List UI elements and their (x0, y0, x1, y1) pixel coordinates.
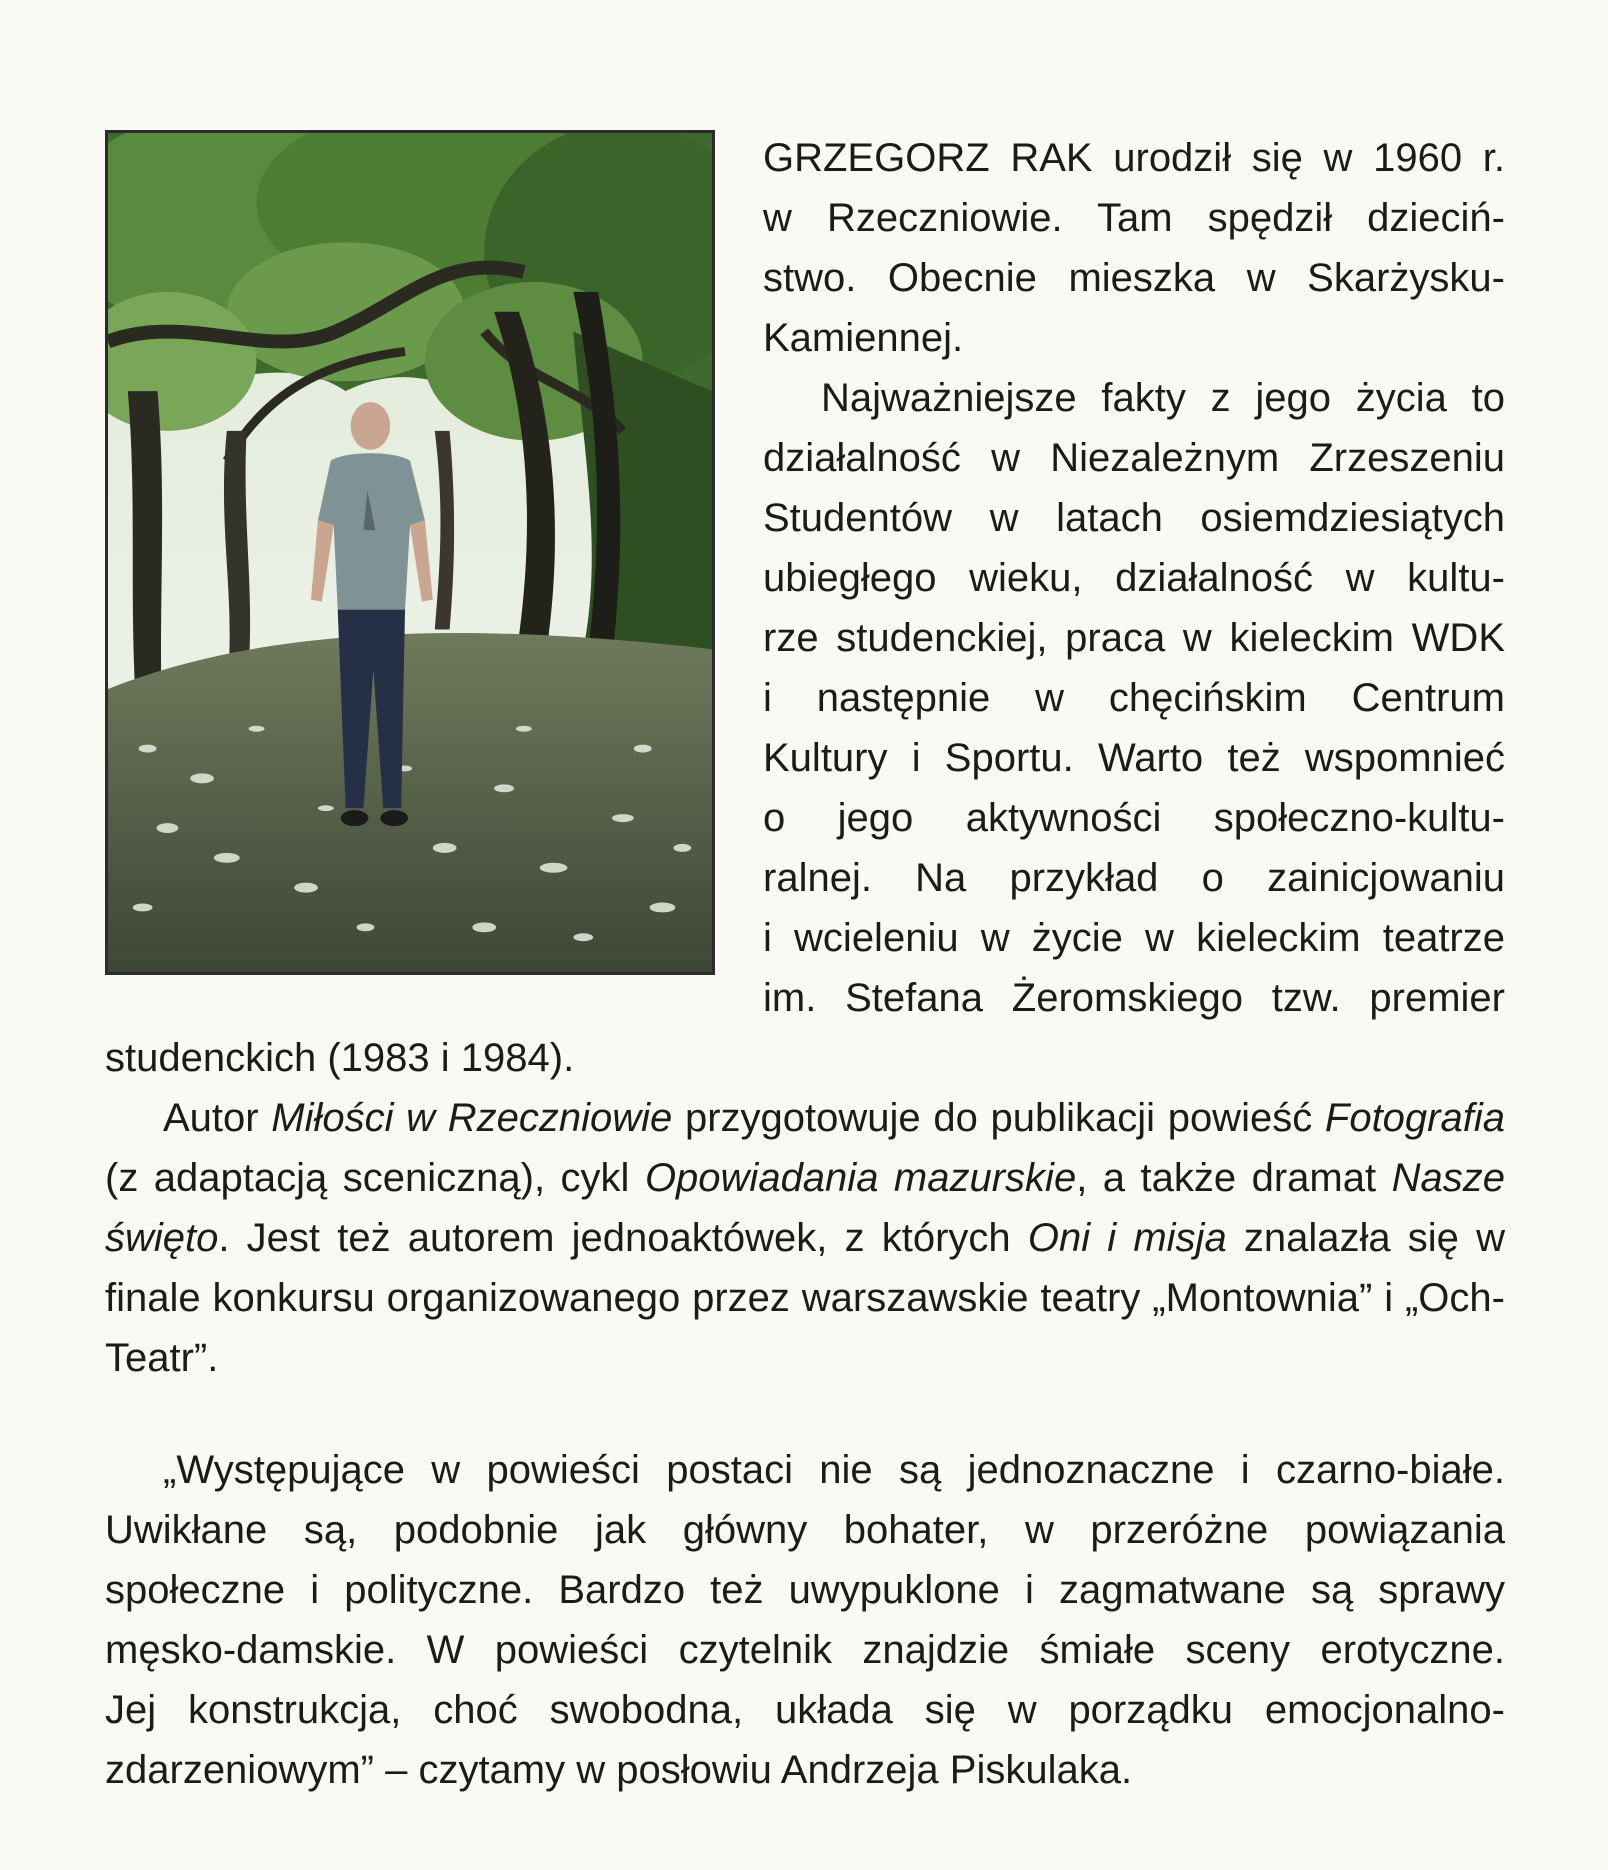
quote-line: męsko-damskie. W powieści czytelnik znajdzie śmiałe sceny erotyczne. (105, 1628, 1505, 1672)
bio-line: Kamiennej. (763, 316, 964, 360)
quote-line: Jej konstrukcja, choć swobodna, układa się w porządku emocjonalno- (105, 1688, 1505, 1732)
bio-line: i następnie w chęcińskim Centrum (763, 676, 1505, 720)
quote-line: „Występujące w powieści postaci nie są jednoznaczne i czarno-białe. (163, 1448, 1505, 1492)
bio-line: ubiegłego wieku, działalność w kultu- (763, 556, 1505, 600)
bio-line: Studentów w latach osiemdziesiątych (763, 496, 1505, 540)
book-title: Miłości w Rzeczniowie (271, 1096, 673, 1140)
book-title: Oni i misja (1027, 1216, 1227, 1260)
bio-line: GRZEGORZ RAK urodził się w 1960 r. (763, 136, 1505, 180)
bio-paragraph-2 (763, 368, 1505, 1028)
bio-line: działalność w Niezależnym Zrzeszeniu (763, 436, 1505, 480)
book-title: Fotografia (1324, 1096, 1505, 1140)
bio-full-width-text (105, 1028, 1505, 1388)
bio-line: o jego aktywności społeczno-kultu- (763, 796, 1505, 840)
bio-line: im. Stefana Żeromskiego tzw. premier (763, 976, 1505, 1020)
quote-paragraph (105, 1440, 1505, 1800)
book-title: Opowiadania mazurskie (644, 1156, 1077, 1200)
bio-column-text (763, 128, 1505, 1028)
bio-line: stwo. Obecnie mieszka w Skarżysku- (763, 256, 1505, 300)
book-title: Nasze święto (105, 1156, 1505, 1260)
bio-paragraph-3: Autor Miłości w Rzeczniowie przygotowuje do publikacji powieść Fotografia (z adaptacją sceniczną), cykl Opowiadania mazurskie, a także dramat Nasze święto. Jest też autorem jednoaktówek, z których Oni i misja znalazła się w finale konkursu organizowanego przez warszawskie teatry „Montownia” i „Och-Teatr”. (105, 1096, 1505, 1380)
bio-line: Kultury i Sportu. Warto też wspomnieć (763, 736, 1505, 780)
bio-line: rze studenckiej, praca w kieleckim WDK (763, 616, 1505, 660)
quote-line: zdarzeniowym” – czytamy w posłowiu Andrzeja Piskulaka. (105, 1748, 1133, 1792)
quote-line: społeczne i polityczne. Bardzo też uwypuklone i zagmatwane są sprawy (105, 1568, 1505, 1612)
bio-line: Najważniejsze fakty z jego życia to (821, 376, 1505, 420)
bio-paragraph-2-tail: studenckich (1983 i 1984). (105, 1036, 575, 1080)
bio-line: ralnej. Na przykład o zainicjowaniu (763, 856, 1505, 900)
bio-line: w Rzeczniowie. Tam spędził dzieciń- (763, 196, 1505, 240)
bio-paragraph-1 (763, 128, 1505, 368)
bio-line: i wcieleniu w życie w kieleckim teatrze (763, 916, 1505, 960)
author-photo (105, 130, 715, 975)
quote-line: Uwikłane są, podobnie jak główny bohater, w przeróżne powiązania (105, 1508, 1505, 1552)
author-photo-illustration (108, 133, 712, 972)
review-quote (105, 1440, 1505, 1800)
